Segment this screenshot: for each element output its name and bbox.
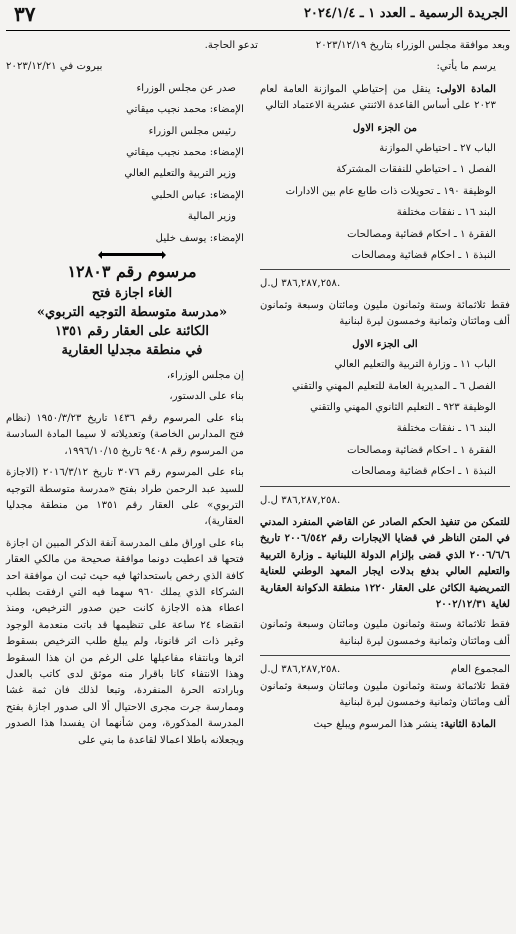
left-column xyxy=(6,38,258,754)
preamble-constitution: بناء على الدستور، xyxy=(169,391,244,403)
issued-by: صدر عن مجلس الوزراء xyxy=(136,82,236,94)
to-item: الوظيفة ٩٢٣ ـ التعليم الثانوي المهني والتقني xyxy=(310,401,496,413)
amount-2: ٣٨٦,٢٨٧,٢٥٨ ل.ل. xyxy=(260,494,341,506)
from-item: الوظيفة ١٩٠ ـ تحويلات ذات طابع عام بين الادارات xyxy=(285,185,496,197)
divider-line xyxy=(260,486,510,487)
header-rule xyxy=(6,30,510,31)
from-item: الباب ٢٧ ـ احتياطي الموازنة xyxy=(379,143,496,155)
preamble-council: إن مجلس الوزراء، xyxy=(166,370,244,382)
section-divider xyxy=(102,253,162,256)
amount-words-1: فقط ثلاثمائة وستة وثمانون مليون ومائتان وسبعة وثمانون ألف ومائتان وثمانية وخمسون ليرة لبنانية xyxy=(260,299,510,328)
decree-number: مرسوم رقم ١٢٨٠٣ xyxy=(67,262,197,282)
decree-title-line: في منطقة مجدليا العقارية xyxy=(61,343,203,359)
article-1 xyxy=(260,81,510,115)
divider-line xyxy=(260,655,510,656)
divider-line xyxy=(260,269,510,270)
total-label: المجموع العام xyxy=(450,664,510,676)
total-line xyxy=(260,662,510,678)
signature-4: الإمضاء: يوسف خليل xyxy=(155,232,244,244)
right-column xyxy=(260,38,510,739)
page-header xyxy=(0,0,516,32)
signature-1: الإمضاء: محمد نجيب ميقاتي xyxy=(126,104,244,116)
preamble-file: بناء على اوراق ملف المدرسة آنفة الذكر المبين ان اجازة فتحها قد اعطيت دونما موافقة صحيحة من مالكي العقار كافة الذي رخص باستحداثها فيه حيث ثبت ان موافقة احد الشركاء الذي يملك ٩٦٠ سهما فيه التي ارفقت بطلب اعطاء هذه الاجازة كانت حين صدور الترخيص، ومنذ انقضاء ٢٤ ساعة على تنظيمها قد باتت منعدمة الوجود وغير ذات اثر قانونا، ولم يبلغ طلب الترخيص بسقوط اثرها وبانتفاء مفاعيلها على الرغم من ان هذا السقوط وهذا الانتفاء كانا باقرار منه موثق لدى كاتب بالعدل وبارادته الحرة المنفردة، وتبعا لذلك فان ثمة غشا وممارسة جرت مجرى الاحتيال ألا الى صدور اجازة بفتح المدرسة المذكورة، ومن شأنهما ان يفسدا هذا الصدور ويجعلانه باطلا اعمالا لقاعدة ما بني على xyxy=(6,537,245,746)
to-item: البند ١٦ ـ نفقات مختلفة xyxy=(396,423,496,435)
to-item: الباب ١١ ـ وزارة التربية والتعليم العالي xyxy=(334,359,496,371)
gazette-title: الجريدة الرسمية ـ العدد ١ ـ ٢٠٢٤/١/٤ xyxy=(303,6,508,21)
from-item: الفصل ١ ـ احتياطي للنفقات المشتركة xyxy=(336,164,496,176)
preamble-decree-1436: بناء على المرسوم رقم ١٤٣٦ تاريخ ١٩٥٠/٣/٢٣ (نظام فتح المدارس الخاصة) وتعديلاته لا سيما المادة السادسة من المرسوم رقم ٩٤٠٨ تاريخ ١٩٩٦/١٠/١٥، xyxy=(6,412,244,457)
prime-minister-title: رئيس مجلس الوزراء xyxy=(148,125,236,137)
article-1-text: ينقل من إحتياطي الموازنة العامة لعام ٢٠٢٣ على أساس القاعدة الاثنتي عشرية الاعتماد التالي xyxy=(260,83,496,112)
to-part-heading: الى الجزء الاول xyxy=(352,337,418,350)
from-item: البند ١٦ ـ نفقات مختلفة xyxy=(396,207,496,219)
article-1-label: المادة الاولى: xyxy=(436,82,496,95)
to-last-item: النبذة ١ ـ احكام قضائية ومصالحات xyxy=(351,466,496,478)
preamble-decree-3076: بناء على المرسوم رقم ٣٠٧٦ تاريخ ٢٠١٦/٣/١٢ (الاجازة للسيد عبد الرحمن طراد بفتح «مدرسة متوسطة التوجيه التربوي» على العقار رقم ١٣٥١ من منطقة مجدليا العقارية)، xyxy=(6,467,244,528)
finance-minister-title: وزير المالية xyxy=(187,211,236,223)
amount-words-3: فقط ثلاثمائة وستة وثمانون مليون ومائتان وسبعة وثمانون ألف ومائتان وثمانية وخمسون ليرة لبنانية xyxy=(260,680,510,708)
education-minister-title: وزير التربية والتعليم العالي xyxy=(124,168,236,180)
from-item: الفقرة ١ ـ احكام قضائية ومصالحات xyxy=(347,228,496,240)
from-last-item: النبذة ١ ـ احكام قضائية ومصالحات xyxy=(351,250,496,262)
article-2-text: ينشر هذا المرسوم ويبلغ حيث xyxy=(313,719,438,731)
place-date: بيروت في ٢٠٢٣/١٢/٢١ xyxy=(6,61,103,73)
decree-title-line: «مدرسة متوسطة التوجيه التربوي» xyxy=(36,305,228,321)
to-item: الفقرة ١ ـ احكام قضائية ومصالحات xyxy=(347,444,496,456)
intro-decree: يرسم ما يأتي: xyxy=(436,61,496,73)
to-items xyxy=(260,357,510,459)
amount-1: ٣٨٦,٢٨٧,٢٥٨ ل.ل. xyxy=(260,278,341,290)
amount-words-2: فقط ثلاثمائة وستة وثمانون مليون ومائتان وسبعة وثمانون ألف ومائتان وثمانية وخمسون ليرة لبنانية xyxy=(260,619,510,647)
signature-2: الإمضاء: محمد نجيب ميقاتي xyxy=(126,147,244,159)
article-2 xyxy=(260,716,510,733)
from-part-heading: من الجزء الاول xyxy=(352,121,418,134)
page-number: ٣٧ xyxy=(14,2,36,26)
decree-title-line: الغاء اجازة فتح xyxy=(91,286,173,302)
decree-title-line: الكائنة على العقار رقم ١٣٥١ xyxy=(55,324,209,340)
need-line: تدعو الحاجة. xyxy=(204,40,258,51)
article-2-label: المادة الثانية: xyxy=(440,718,496,731)
intro-approval: وبعد موافقة مجلس الوزراء بتاريخ ٢٠٢٣/١٢/١٩ xyxy=(315,40,510,51)
from-items xyxy=(260,141,510,243)
signature-3: الإمضاء: عباس الحلبي xyxy=(151,189,244,201)
total-amount: ٣٨٦,٢٨٧,٢٥٨ ل.ل. xyxy=(260,664,341,676)
to-item: الفصل ٦ ـ المديرية العامة للتعليم المهني والتقني xyxy=(291,380,496,392)
judgment-paragraph: للتمكن من تنفيذ الحكم الصادر عن القاضي المنفرد المدني في المتن الناظر في قضايا الايجارات رقم ٢٠٠٦/٥٤٢ تاريخ ٢٠٠٦/٦/٦ الذي قضى بإلزام الدولة اللبنانية ـ وزارة التربية والتعليم العالي بدفع بدلات ايجار المعهد الوطني للعناية التمريضية الكائن على العقار ١٢٢٠ منطقة الدكوانة العقارية لغاية ٢٠٠٢/١٢/٣١ xyxy=(260,515,510,610)
